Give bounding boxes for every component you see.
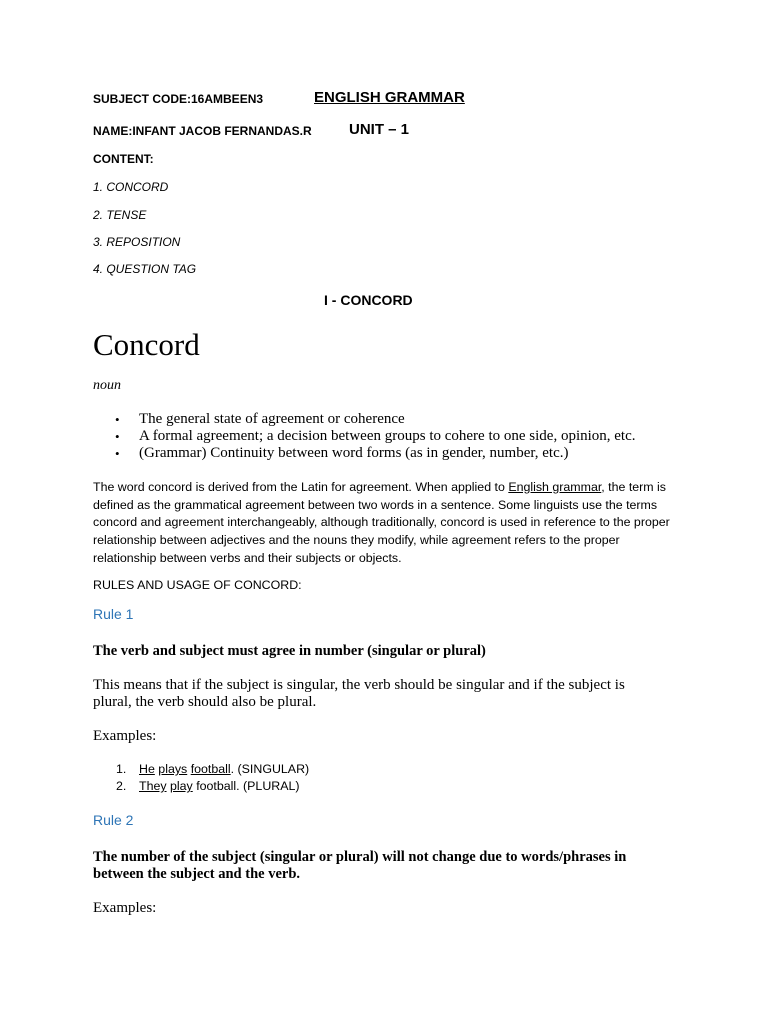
subject-code: SUBJECT CODE:16AMBEEN3 [93,92,264,106]
example-tail: . (SINGULAR) [230,762,310,776]
definition-item: • The general state of agreement or coherence [139,411,719,428]
rule-2-statement: The number of the subject (singular or plural) will not change due to words/phrases in between the subject and the verb. [93,849,627,882]
definition-item: • A formal agreement; a decision between groups to cohere to one side, opinion, etc. [139,428,719,445]
example-verb: play [170,779,193,793]
definition-word: Concord [93,327,200,362]
rule-2-heading: Rule 2 [93,812,134,828]
intro-paragraph [93,479,683,568]
example-number: 2. [116,779,127,793]
example-subject: He [139,762,155,776]
example-object: football [196,779,237,793]
rules-heading: RULES AND USAGE OF CONCORD: [93,578,302,592]
english-grammar-link[interactable]: English grammar [508,480,602,494]
rule-1-examples-label: Examples: [93,728,157,744]
rule-1-statement: The verb and subject must agree in number (singular or plural) [93,643,486,659]
subject-title: ENGLISH GRAMMAR [314,89,465,106]
example-tail: . (PLURAL) [236,779,300,793]
example-item [116,761,310,778]
example-item [116,778,309,795]
content-item: 2. TENSE [93,208,147,222]
example-number: 1. [116,762,127,776]
definition-item: • (Grammar) Continuity between word forms (as in gender, number, etc.) [139,445,719,462]
example-subject: They [139,779,167,793]
intro-text-after: , the term is defined as the grammatical agreement between two words in a sentence. Some linguists use the terms concord and agreement interchangeably, although traditionally, concord is used in reference to the proper relationship between adjectives and the nouns they modify, while agreement refers to the proper relationship between verbs and their subjects or objects. [93,480,670,565]
intro-text-before: The word concord is derived from the Latin for agreement. When applied to [93,480,509,494]
content-item: 1. CONCORD [93,180,169,194]
rule-1-explanation: This means that if the subject is singular, the verb should be singular and if the subject is plural, the verb should also be plural. [93,677,625,710]
content-item: 3. REPOSITION [93,235,181,249]
example-object: football [190,762,231,776]
part-of-speech: noun [93,378,121,393]
unit-label: UNIT – 1 [349,121,410,138]
example-verb: plays [158,762,188,776]
section-title: I - CONCORD [324,292,413,308]
content-label: CONTENT: [93,152,154,166]
content-item: 4. QUESTION TAG [93,262,197,276]
student-name: NAME:INFANT JACOB FERNANDAS.R [93,124,312,138]
definition-list [93,411,719,462]
rule-1-heading: Rule 1 [93,606,134,622]
rule-2-examples-label: Examples: [93,900,157,916]
rule-1-examples [93,761,309,795]
